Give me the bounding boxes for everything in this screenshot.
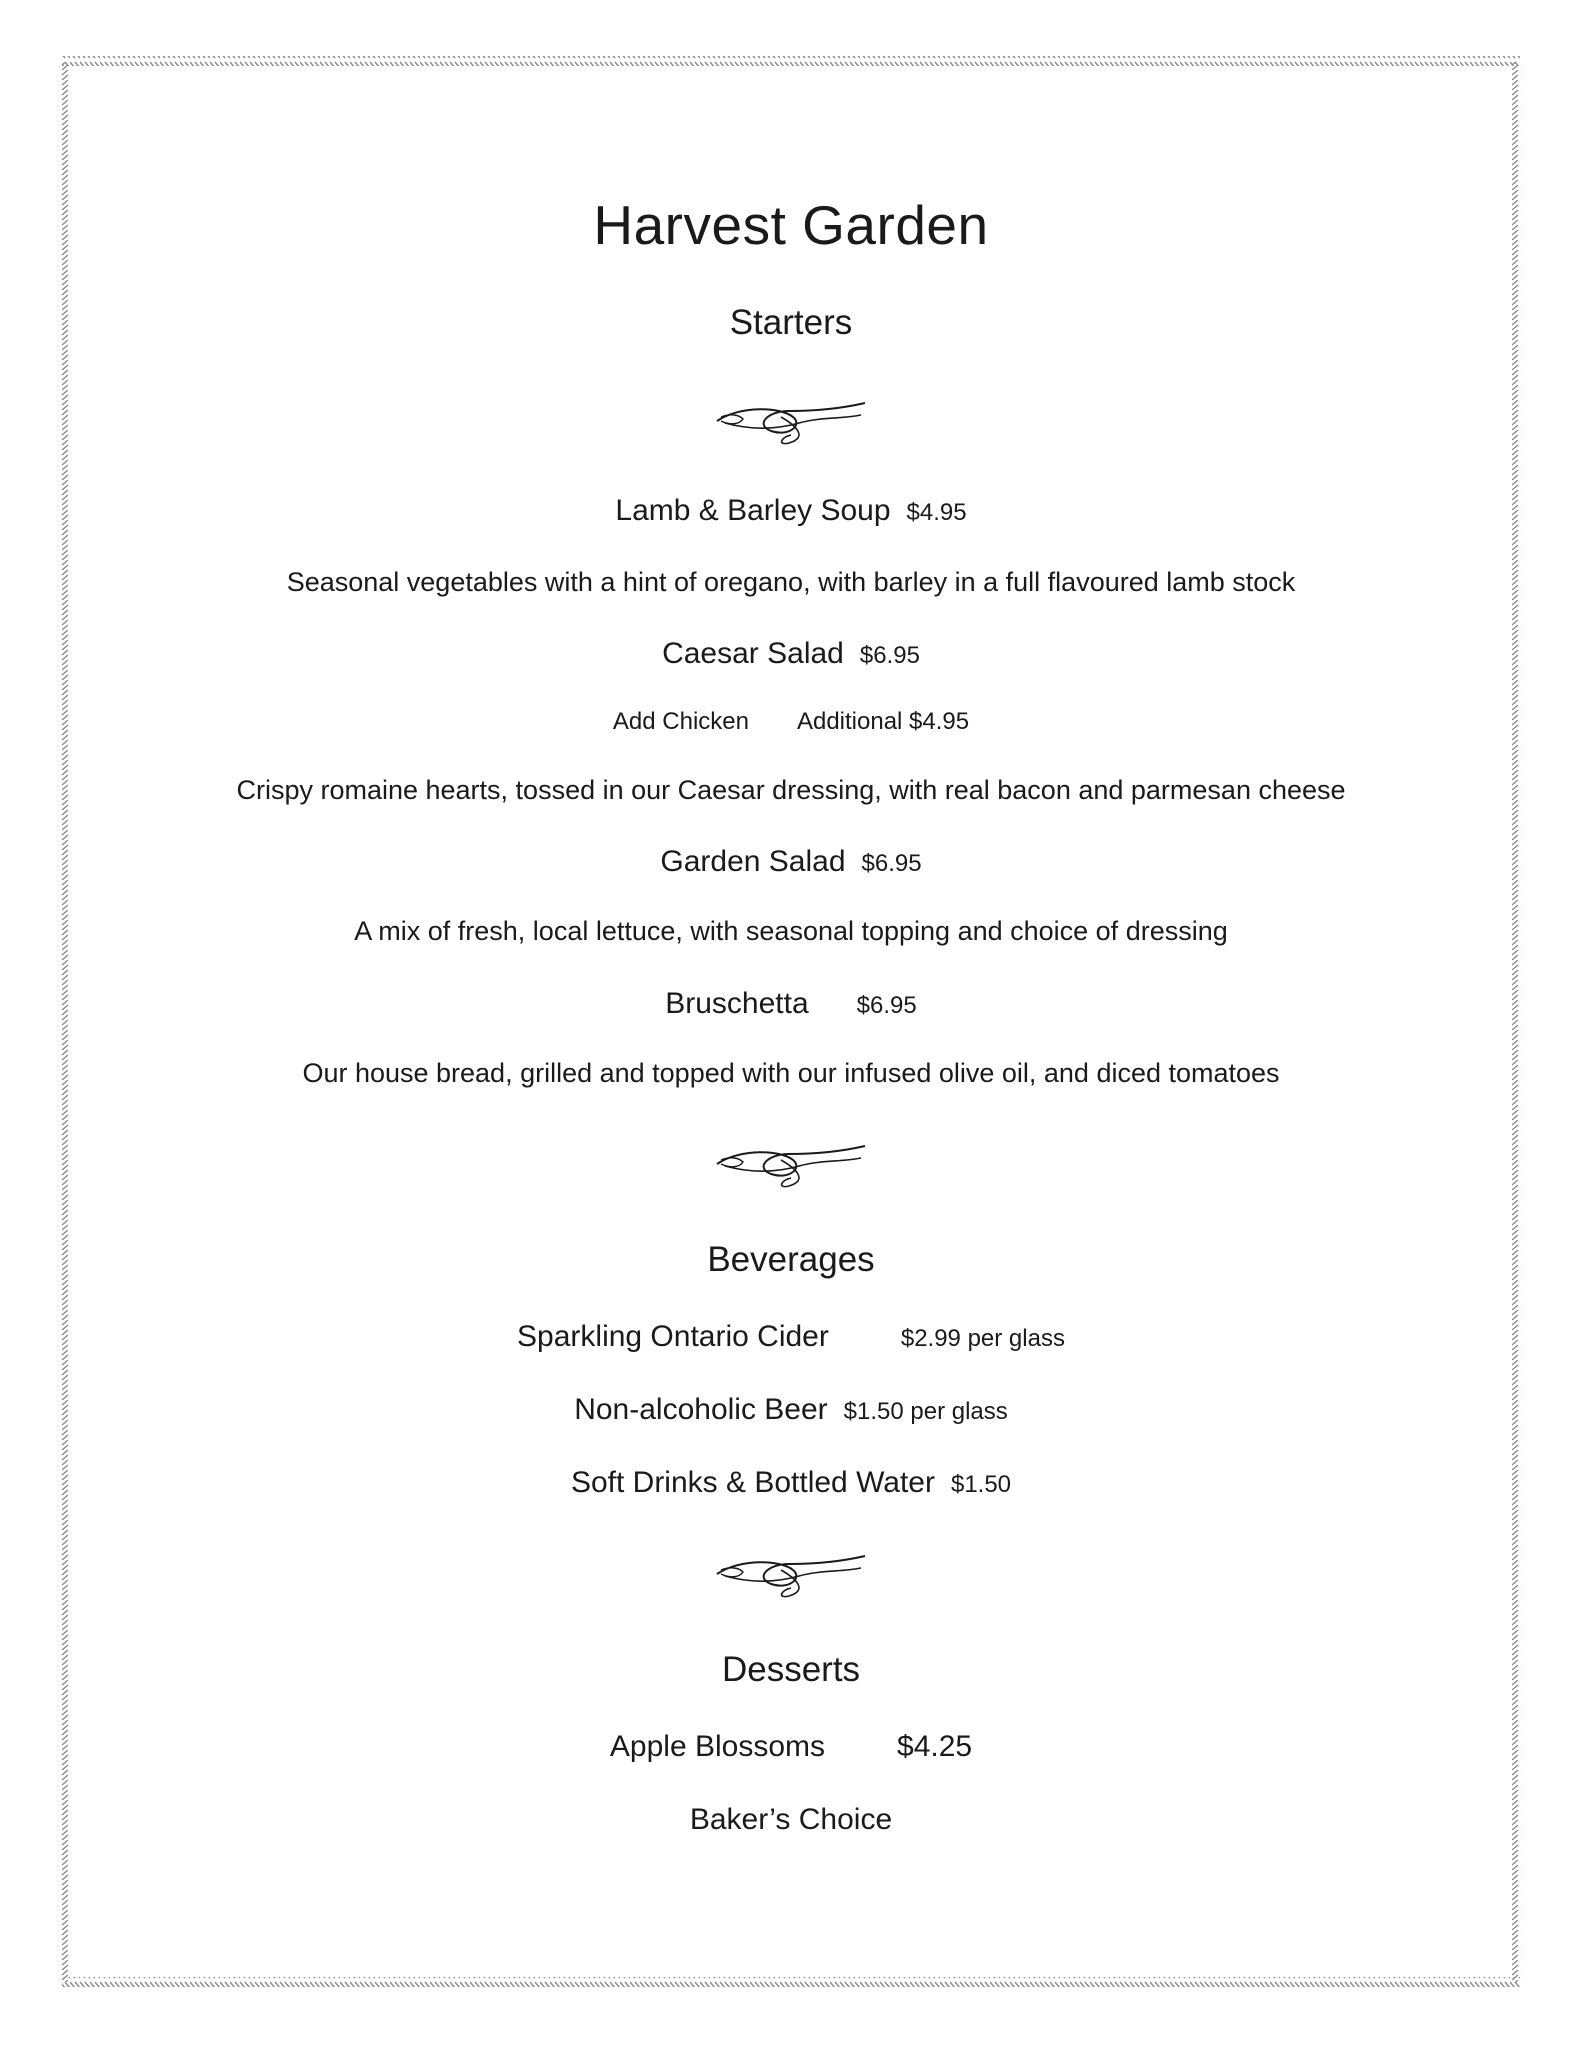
item-name: Apple Blossoms xyxy=(609,1730,826,1763)
addon-price: Additional $4.95 xyxy=(796,708,970,735)
menu-item-apple-blossoms xyxy=(0,1730,1582,1764)
menu-item-soft-drinks xyxy=(0,1466,1582,1500)
item-name: Caesar Salad xyxy=(662,637,844,670)
item-name: Bruschetta xyxy=(665,987,809,1020)
item-description: Our house bread, grilled and topped with our infused olive oil, and diced tomatoes xyxy=(302,1058,1280,1088)
menu-title: Harvest Garden xyxy=(593,194,989,256)
menu-item-caesar-salad xyxy=(0,637,1582,671)
item-price: $1.50 xyxy=(950,1471,1012,1498)
item-name: Garden Salad xyxy=(660,845,846,878)
item-price: $1.50 per glass xyxy=(843,1398,1008,1425)
item-price: $6.95 xyxy=(861,850,922,877)
addon-label: Add Chicken xyxy=(612,708,749,735)
flourish-ornament-icon xyxy=(711,397,871,447)
item-name: Lamb & Barley Soup xyxy=(615,494,891,527)
menu-item-garden-salad xyxy=(0,845,1582,879)
item-price: $4.95 xyxy=(906,499,967,526)
flourish-ornament-icon xyxy=(711,1140,871,1190)
menu-item-bakers-choice xyxy=(0,1803,1582,1837)
item-price: $6.95 xyxy=(856,992,917,1019)
addon-chicken xyxy=(0,708,1582,736)
item-price: $4.25 xyxy=(897,1730,973,1763)
menu-item-non-alcoholic-beer xyxy=(0,1393,1582,1427)
menu-item-bruschetta xyxy=(0,987,1582,1021)
item-price: $6.95 xyxy=(859,642,920,669)
desserts-heading: Desserts xyxy=(721,1650,861,1689)
item-name: Non-alcoholic Beer xyxy=(574,1393,828,1426)
item-description: Crispy romaine hearts, tossed in our Caesar dressing, with real bacon and parmesan cheese xyxy=(236,775,1346,805)
item-description: Seasonal vegetables with a hint of oregano, with barley in a full flavoured lamb stock xyxy=(286,567,1296,597)
item-name: Sparkling Ontario Cider xyxy=(517,1320,829,1353)
item-name: Soft Drinks & Bottled Water xyxy=(570,1466,935,1499)
menu-item-lamb-barley-soup xyxy=(0,494,1582,528)
starters-heading: Starters xyxy=(729,303,853,342)
item-price: $2.99 per glass xyxy=(900,1325,1065,1352)
flourish-ornament-icon xyxy=(711,1550,871,1600)
beverages-heading: Beverages xyxy=(707,1240,875,1279)
item-description: A mix of fresh, local lettuce, with seasonal topping and choice of dressing xyxy=(354,916,1228,946)
item-name: Baker’s Choice xyxy=(689,1803,893,1836)
menu-item-sparkling-cider xyxy=(0,1320,1582,1354)
